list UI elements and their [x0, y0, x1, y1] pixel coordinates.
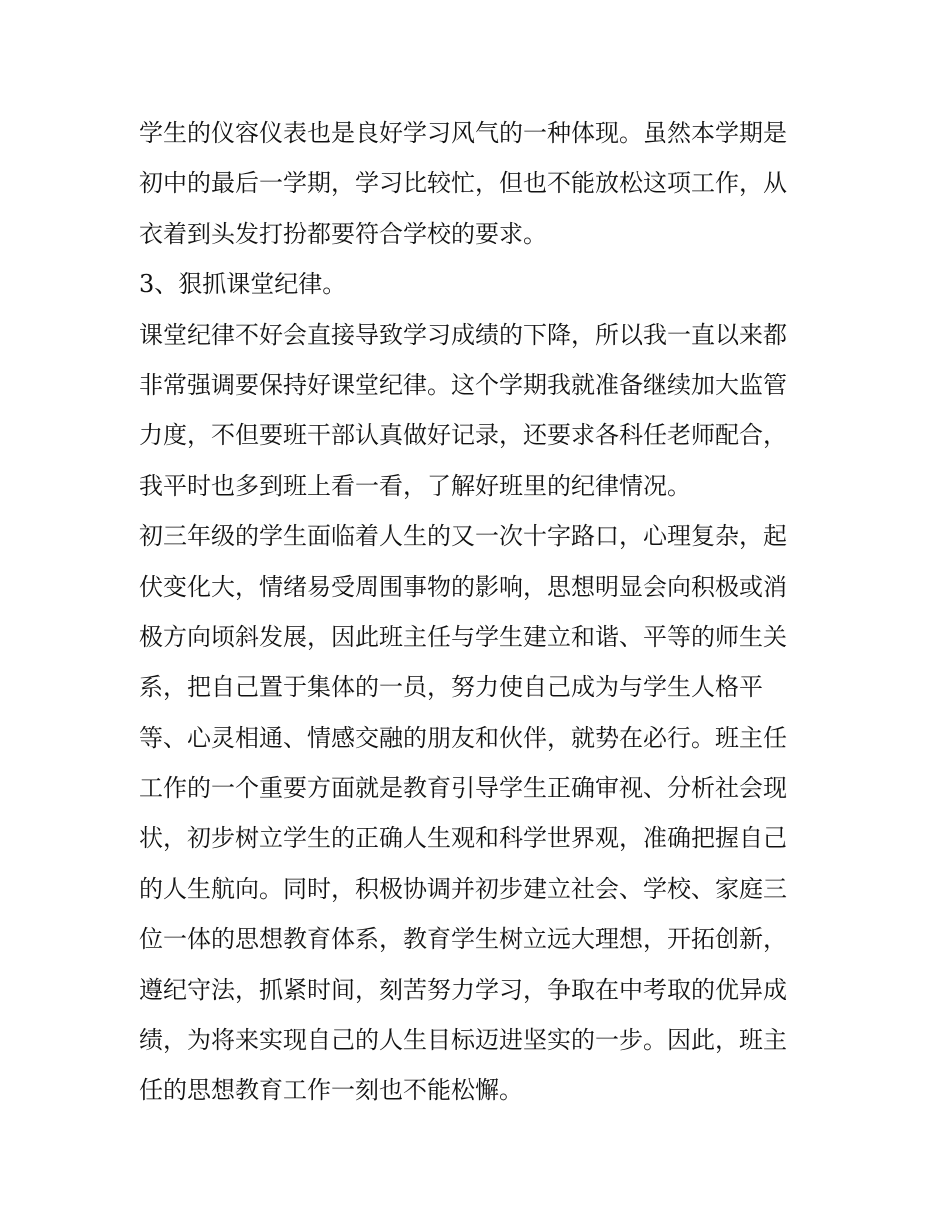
section-heading: 3、狠抓课堂纪律。	[139, 270, 347, 299]
text-line-7: 力度，不但要班干部认真做好记录，还要求各科任老师配合，	[139, 421, 787, 450]
text-line-3: 衣着到头发打扮都要符合学校的要求。	[139, 219, 547, 248]
text-line-6: 非常强调要保持好课堂纪律。这个学期我就准备继续加大监管	[139, 370, 787, 399]
text-line-20: 任的思想教育工作一刻也不能松懈。	[139, 1076, 523, 1105]
text-line-8: 我平时也多到班上看一看，了解好班里的纪律情况。	[139, 471, 691, 500]
text-line-5: 课堂纪律不好会直接导致学习成绩的下降，所以我一直以来都	[139, 320, 787, 349]
text-line-12: 系，把自己置于集体的一员，努力使自己成为与学生人格平	[139, 673, 763, 702]
text-line-11: 极方向顷斜发展，因此班主任与学生建立和谐、平等的师生关	[139, 622, 787, 651]
text-line-13: 等、心灵相通、情感交融的朋友和伙伴，就势在必行。班主任	[139, 723, 787, 752]
text-line-14: 工作的一个重要方面就是教育引导学生正确审视、分析社会现	[139, 774, 787, 803]
text-line-19: 绩，为将来实现自己的人生目标迈进坚实的一步。因此，班主	[139, 1026, 787, 1055]
text-line-18: 遵纪守法，抓紧时间，刻苦努力学习，争取在中考取的优异成	[139, 975, 787, 1004]
text-line-15: 状，初步树立学生的正确人生观和科学世界观，准确把握自己	[139, 824, 787, 853]
text-line-17: 位一体的思想教育体系，教育学生树立远大理想，开拓创新，	[139, 925, 787, 954]
text-line-9: 初三年级的学生面临着人生的又一次十字路口，心理复杂，起	[139, 522, 787, 551]
text-line-16: 的人生航向。同时，积极协调并初步建立社会、学校、家庭三	[139, 874, 787, 903]
document-body	[139, 108, 814, 1116]
text-line-2: 初中的最后一学期，学习比较忙，但也不能放松这项工作，从	[139, 169, 787, 198]
text-line-10: 伏变化大，情绪易受周围事物的影响，思想明显会向积极或消	[139, 572, 787, 601]
text-line-1: 学生的仪容仪表也是良好学习风气的一种体现。虽然本学期是	[139, 119, 787, 147]
